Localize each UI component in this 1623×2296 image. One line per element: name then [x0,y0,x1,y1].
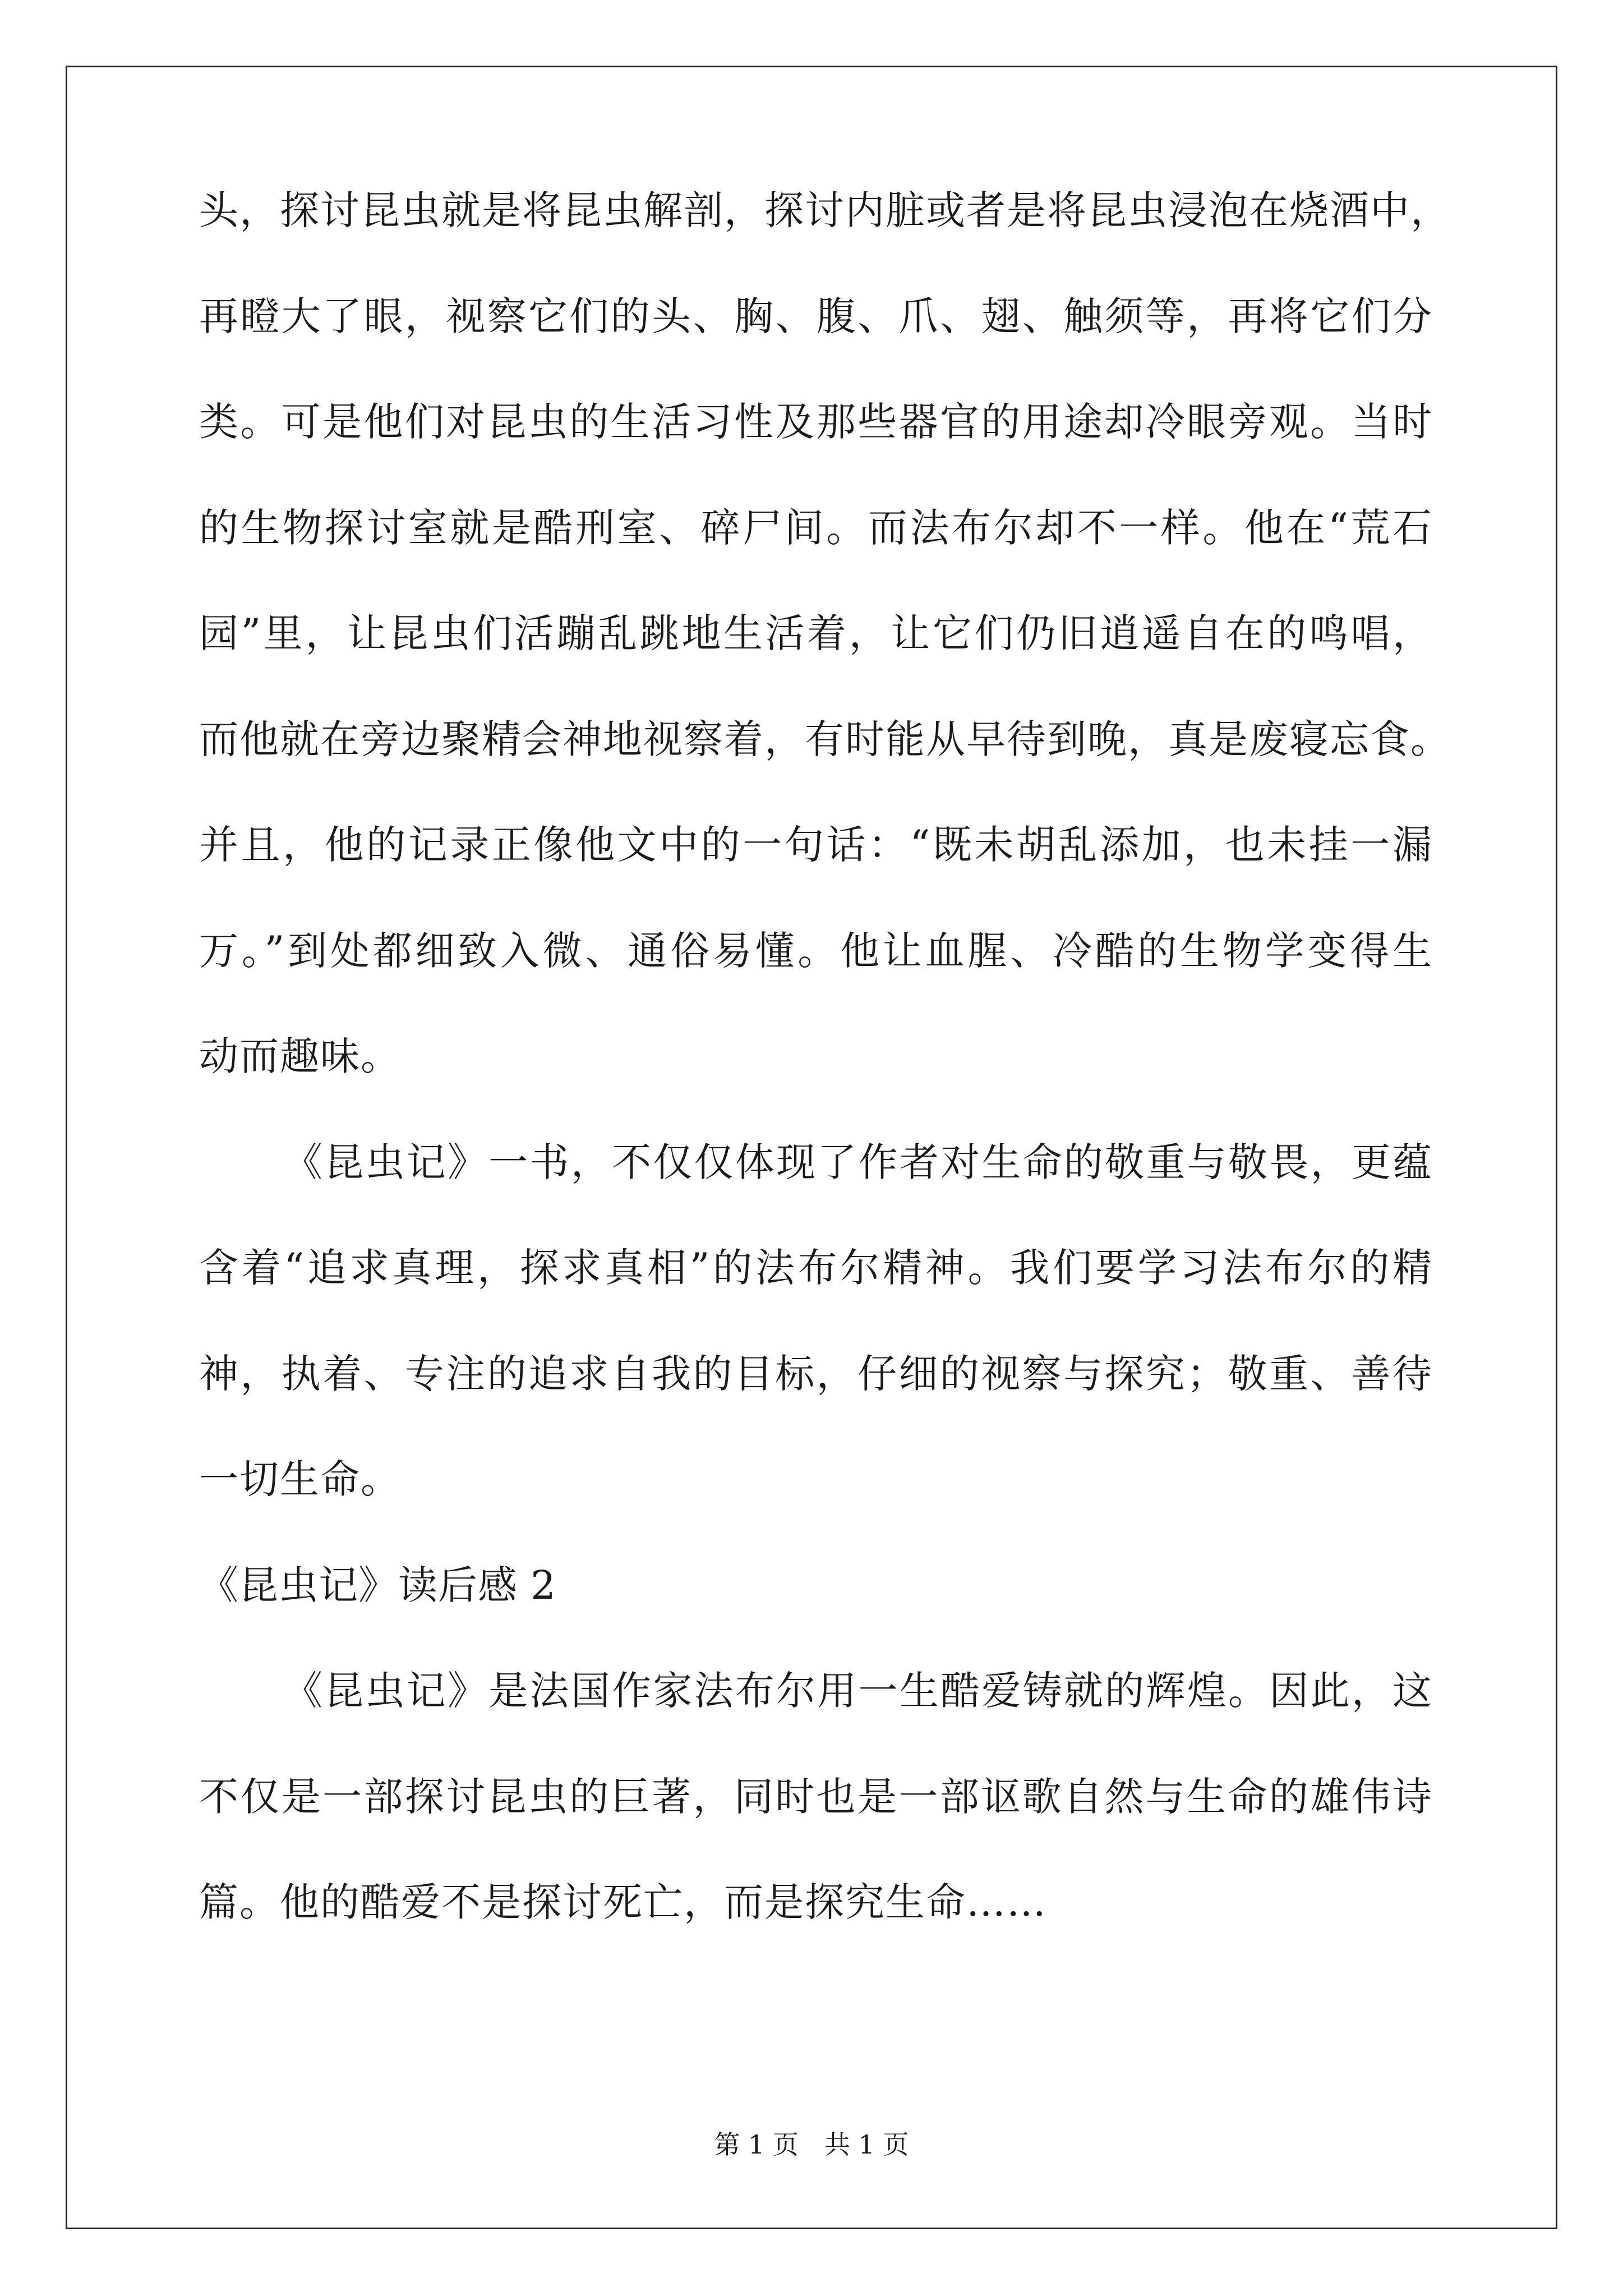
paragraph-line: 篇。他的酷爱不是探讨死亡，而是探究生命…… [199,1879,1047,1925]
page-total: 共 1 页 [824,2129,909,2160]
paragraph-line: 的生物探讨室就是酷刑室、碎尸间。而法布尔却不一样。他在“荒石 [199,504,1433,551]
paragraph-line: 园”里，让昆虫们活蹦乱跳地生活着，让它们仍旧逍遥自在的鸣唱， [199,610,1433,656]
paragraph-line: 而他就在旁边聚精会神地视察着，有时能从早待到晚，真是废寝忘食。 [199,716,1451,762]
page-number: 第 1 页 [714,2129,799,2160]
section-heading: 《昆虫记》读后感 2 [199,1562,556,1608]
paragraph-line: 类。可是他们对昆虫的生活习性及那些器官的用途却冷眼旁观。当时 [199,399,1433,445]
paragraph-line: 不仅是一部探讨昆虫的巨著，同时也是一部讴歌自然与生命的雄伟诗 [199,1773,1433,1820]
paragraph-line: 神，执着、专注的追求自我的目标，仔细的视察与探究；敬重、善待 [199,1350,1433,1397]
paragraph-line: 《昆虫记》是法国作家法布尔用一生酷爱铸就的辉煌。因此，这 [283,1668,1433,1714]
paragraph-line: 并且，他的记录正像他文中的一句话：“既未胡乱添加，也未挂一漏 [199,822,1433,868]
paragraph-line: 头，探讨昆虫就是将昆虫解剖，探讨内脏或者是将昆虫浸泡在烧酒中， [199,187,1451,233]
paragraph-line: 一切生命。 [199,1456,401,1502]
paragraph-line: 动而趣味。 [199,1033,401,1079]
paragraph-line: 含着“追求真理，探求真相”的法布尔精神。我们要学习法布尔的精 [199,1245,1433,1291]
paragraph-line: 万。”到处都细致入微、通俗易懂。他让血腥、冷酷的生物学变得生 [199,927,1433,974]
document-body [199,187,1451,1989]
page-footer [0,2129,1623,2160]
paragraph-line: 《昆虫记》一书，不仅仅体现了作者对生命的敬重与敬畏，更蕴 [283,1139,1433,1185]
paragraph-line: 再瞪大了眼，视察它们的头、胸、腹、爪、翅、触须等，再将它们分 [199,293,1433,339]
